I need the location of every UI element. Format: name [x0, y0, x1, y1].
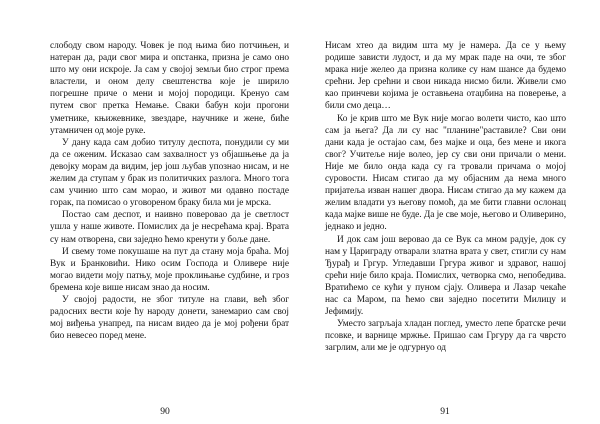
paragraph: У дану када сам добио титулу деспота, понудили су ми да се оженим. Исказао сам захвалност уз објашњење да ја девојку морам да видим, јер још љубав упознао нисам, и не желим да ступам у брак из политичких разлога. Много тога сам учинио што сам морао, и живот ми одавно постаде горак, па помисао о уговореном браку била ми је мрска. [50, 137, 289, 209]
right-page [325, 40, 566, 354]
paragraph: Ко је крив што ме Вук није могао волети чисто, као што сам ја њега? Да ли су нас "планине"раставиле? Сви они дани када је остајао сам, без мајке и оца, без мене и икога свог? Учитеље није волео, јер су сви они причали о мени. Није ме било онда када су га тровали причама о мојој суровости. Нисам стигао да му објасним да нема много пријатеља изван нашег двора. Нисам стигао да му кажем да желим владати уз његову помоћ, да ме бити главни ослонац када мајке више не буде. Да је све моје, његово и Оливерино, једнако и једно. [325, 113, 566, 233]
page-number: 91 [440, 406, 450, 417]
paragraph: И док сам још веровао да се Вук са мном радује, док су нам у Цариграду отварали златна врата у свет, стигли су нам Ђурађ и Гргур. Угледавши Гргура живог и здравог, нашој срећи није било краја. Помислих, четворка смо, непобедива. Вратићемо се кући у пуном сјају. Оливера и Лазар чекаће нас са Маром, па ћемо сви заједно посетити Милицу и Јефимију. [325, 234, 566, 318]
paragraph: Уместо загрљаја хладан поглед, уместо лепе братске речи псовке, и варнице мржње. Пришао сам Гргуру да га чврсто загрлим, али ме је одгурнуо од [325, 319, 566, 354]
paragraph: Нисам хтео да видим шта му је намера. Да се у њему родише зависти лудост, и да му мрак паде на очи, те због мрака није желео да призна колике су нам шансе да будемо срећни. Јер срећни и свои никада нисмо били. Живели смо као принчеви којима је оставњена отаџбина на поверење, а били смо деца… [325, 41, 566, 112]
paragraph: У својој радости, не због титуле на глави, већ због радосних вести које ћу народу донети, занемарио сам свој мој виђења унапред, па нисам видео да је мој рођени брат био невесео поред мене. [50, 294, 289, 342]
left-page [50, 40, 289, 342]
paragraph: И свему томе покушаше на пут да стану моја браћа. Мој Вук и Бранковићи. Нико осим Господа и Оливере није могао видети мојy патњу, моје проклињање судбине, и гроз бремена које више нисам знао да носим. [50, 246, 289, 293]
paragraph: Постао сам деспот, и наивно поверовао да је светлост ушла у наше животе. Помислих да је несрећама крај. Врата су нам отворена, сви заједно ћемо кренути у боље дане. [50, 210, 289, 245]
page-number: 90 [160, 406, 170, 417]
paragraph: слободу свом народу. Човек је под њима био потчињен, и натеран да, ради свог мира и опстанка, призна је само оно што му они искроје. Ја сам у својој земљи био строг према властели, и оном делу свештенства које је ширило погрешне приче о мени и мојој породици. Кренуо сам путем свог претка Немање. Сваки бабун који прогони уметнике, књижевнике, звездаре, научнике и жене, биће утамничен од моје руке. [50, 41, 289, 136]
